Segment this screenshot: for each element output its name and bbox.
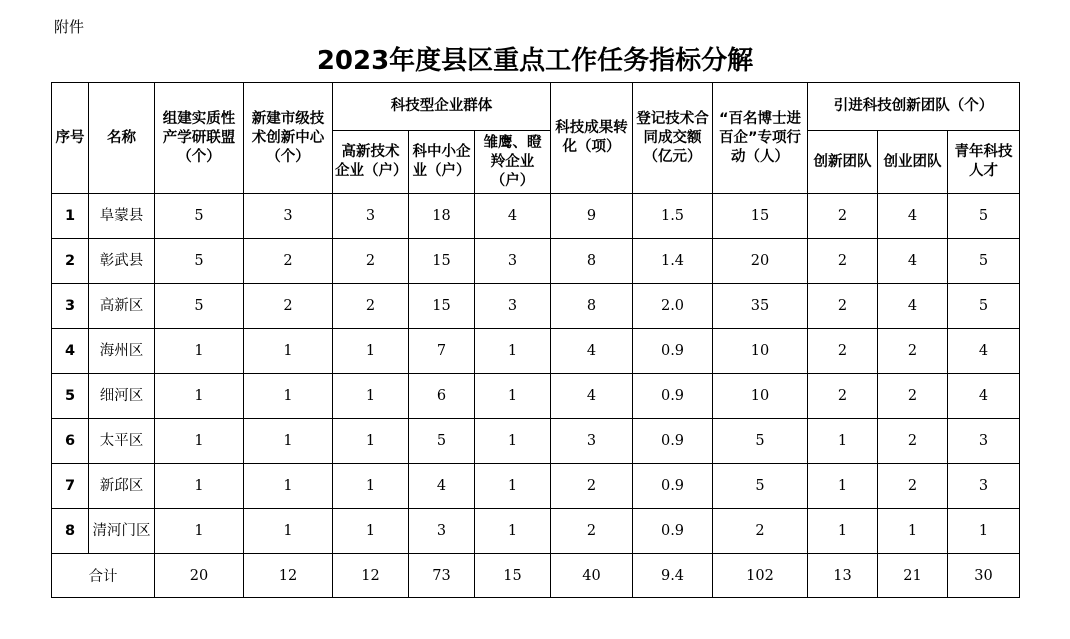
table-cell: 2 [244, 284, 333, 329]
row-index: 8 [52, 509, 89, 554]
table-cell: 1 [333, 464, 409, 509]
row-name: 彰武县 [89, 239, 155, 284]
table-cell: 3 [409, 509, 475, 554]
table-cell: 5 [409, 419, 475, 464]
row-index: 5 [52, 374, 89, 419]
header-teams: 引进科技创新团队（个） [808, 83, 1020, 131]
table-cell: 9 [551, 194, 633, 239]
total-cell: 13 [808, 554, 878, 598]
header-innovation-team: 创新团队 [808, 131, 878, 194]
table-cell: 15 [713, 194, 808, 239]
table-cell: 1 [155, 509, 244, 554]
row-name: 细河区 [89, 374, 155, 419]
table-cell: 3 [948, 464, 1020, 509]
table-cell: 2 [878, 374, 948, 419]
table-cell: 2 [878, 329, 948, 374]
table-cell: 5 [948, 194, 1020, 239]
table-cell: 2 [808, 374, 878, 419]
header-startup-team: 创业团队 [878, 131, 948, 194]
total-cell: 40 [551, 554, 633, 598]
table-cell: 1 [475, 374, 551, 419]
table-cell: 15 [409, 239, 475, 284]
table-cell: 2 [244, 239, 333, 284]
header-contract-value: 登记技术合同成交额（亿元） [633, 83, 713, 194]
total-label: 合计 [52, 554, 155, 598]
table-cell: 3 [948, 419, 1020, 464]
table-cell: 5 [948, 284, 1020, 329]
table-cell: 1 [155, 419, 244, 464]
header-innovation-center: 新建市级技术创新中心（个） [244, 83, 333, 194]
header-tech-enterprise-group: 科技型企业群体 [333, 83, 551, 131]
table-cell: 4 [551, 329, 633, 374]
table-row [52, 509, 1020, 554]
table-row [52, 329, 1020, 374]
table-row [52, 239, 1020, 284]
row-index: 1 [52, 194, 89, 239]
table-cell: 2 [808, 194, 878, 239]
table-cell: 5 [713, 419, 808, 464]
table-cell: 3 [475, 239, 551, 284]
row-name: 海州区 [89, 329, 155, 374]
table-cell: 35 [713, 284, 808, 329]
table-cell: 2 [878, 419, 948, 464]
table-cell: 4 [475, 194, 551, 239]
table-cell: 2 [808, 239, 878, 284]
header-achievement-transfer: 科技成果转化（项） [551, 83, 633, 194]
table-cell: 6 [409, 374, 475, 419]
table-cell: 1 [333, 329, 409, 374]
table-cell: 3 [333, 194, 409, 239]
row-index: 7 [52, 464, 89, 509]
table-cell: 10 [713, 329, 808, 374]
table-cell: 1.4 [633, 239, 713, 284]
row-index: 4 [52, 329, 89, 374]
table-cell: 8 [551, 284, 633, 329]
table-cell: 4 [409, 464, 475, 509]
table-cell: 3 [244, 194, 333, 239]
table-cell: 0.9 [633, 464, 713, 509]
table-cell: 1 [244, 329, 333, 374]
table-cell: 0.9 [633, 329, 713, 374]
row-name: 高新区 [89, 284, 155, 329]
table-cell: 4 [878, 194, 948, 239]
table-cell: 1 [333, 419, 409, 464]
total-cell: 21 [878, 554, 948, 598]
table-cell: 1 [808, 419, 878, 464]
table-cell: 3 [475, 284, 551, 329]
table-cell: 1 [333, 374, 409, 419]
table-cell: 8 [551, 239, 633, 284]
document-title: 2023年度县区重点工作任务指标分解 [316, 46, 754, 76]
total-cell: 12 [244, 554, 333, 598]
header-alliance: 组建实质性产学研联盟（个） [155, 83, 244, 194]
table-cell: 5 [948, 239, 1020, 284]
table-cell: 0.9 [633, 509, 713, 554]
table-cell: 3 [551, 419, 633, 464]
row-name: 阜蒙县 [89, 194, 155, 239]
table-cell: 4 [878, 284, 948, 329]
table-row [52, 419, 1020, 464]
table-cell: 5 [155, 194, 244, 239]
table-cell: 0.9 [633, 374, 713, 419]
row-name: 新邱区 [89, 464, 155, 509]
table-cell: 4 [878, 239, 948, 284]
table-row [52, 374, 1020, 419]
row-index: 6 [52, 419, 89, 464]
header-sme: 科中小企业（户） [409, 131, 475, 194]
total-cell: 73 [409, 554, 475, 598]
total-cell: 20 [155, 554, 244, 598]
table-row [52, 284, 1020, 329]
table-cell: 1 [155, 464, 244, 509]
total-cell: 102 [713, 554, 808, 598]
total-cell: 30 [948, 554, 1020, 598]
row-name: 清河门区 [89, 509, 155, 554]
table-cell: 1 [155, 374, 244, 419]
table-cell: 2 [713, 509, 808, 554]
table-cell: 4 [948, 374, 1020, 419]
table-cell: 2 [333, 239, 409, 284]
table-cell: 1.5 [633, 194, 713, 239]
table-cell: 1 [948, 509, 1020, 554]
table-cell: 7 [409, 329, 475, 374]
table-cell: 1 [333, 509, 409, 554]
total-cell: 9.4 [633, 554, 713, 598]
table-cell: 1 [475, 329, 551, 374]
table-row [52, 194, 1020, 239]
table-cell: 5 [713, 464, 808, 509]
header-eagle-gazelle: 雏鹰、瞪羚企业（户） [475, 131, 551, 194]
table-cell: 2.0 [633, 284, 713, 329]
table-cell: 1 [475, 464, 551, 509]
header-doctors-action: “百名博士进百企”专项行动（人） [713, 83, 808, 194]
table-cell: 1 [244, 419, 333, 464]
header-name: 名称 [89, 83, 155, 194]
header-hitech-enterprise: 高新技术企业（户） [333, 131, 409, 194]
total-cell: 15 [475, 554, 551, 598]
table-cell: 1 [244, 374, 333, 419]
table-cell: 0.9 [633, 419, 713, 464]
table-cell: 4 [948, 329, 1020, 374]
table-cell: 4 [551, 374, 633, 419]
table-cell: 15 [409, 284, 475, 329]
table-cell: 1 [475, 509, 551, 554]
table-cell: 10 [713, 374, 808, 419]
table-cell: 1 [878, 509, 948, 554]
header-youth-talent: 青年科技人才 [948, 131, 1020, 194]
table-cell: 2 [551, 464, 633, 509]
row-index: 2 [52, 239, 89, 284]
table-cell: 5 [155, 239, 244, 284]
table-cell: 18 [409, 194, 475, 239]
table-cell: 2 [808, 329, 878, 374]
table-cell: 1 [155, 329, 244, 374]
attachment-label: 附件 [54, 18, 85, 36]
total-row [52, 554, 1020, 598]
table-cell: 2 [878, 464, 948, 509]
row-name: 太平区 [89, 419, 155, 464]
total-cell: 12 [333, 554, 409, 598]
task-indicator-table [51, 82, 1020, 598]
table-cell: 1 [244, 509, 333, 554]
row-index: 3 [52, 284, 89, 329]
table-row [52, 464, 1020, 509]
table-cell: 2 [808, 284, 878, 329]
table-cell: 1 [808, 464, 878, 509]
table-cell: 1 [244, 464, 333, 509]
table-cell: 1 [808, 509, 878, 554]
table-cell: 20 [713, 239, 808, 284]
table-cell: 2 [333, 284, 409, 329]
table-cell: 1 [475, 419, 551, 464]
header-index: 序号 [52, 83, 89, 194]
table-cell: 2 [551, 509, 633, 554]
table-cell: 5 [155, 284, 244, 329]
